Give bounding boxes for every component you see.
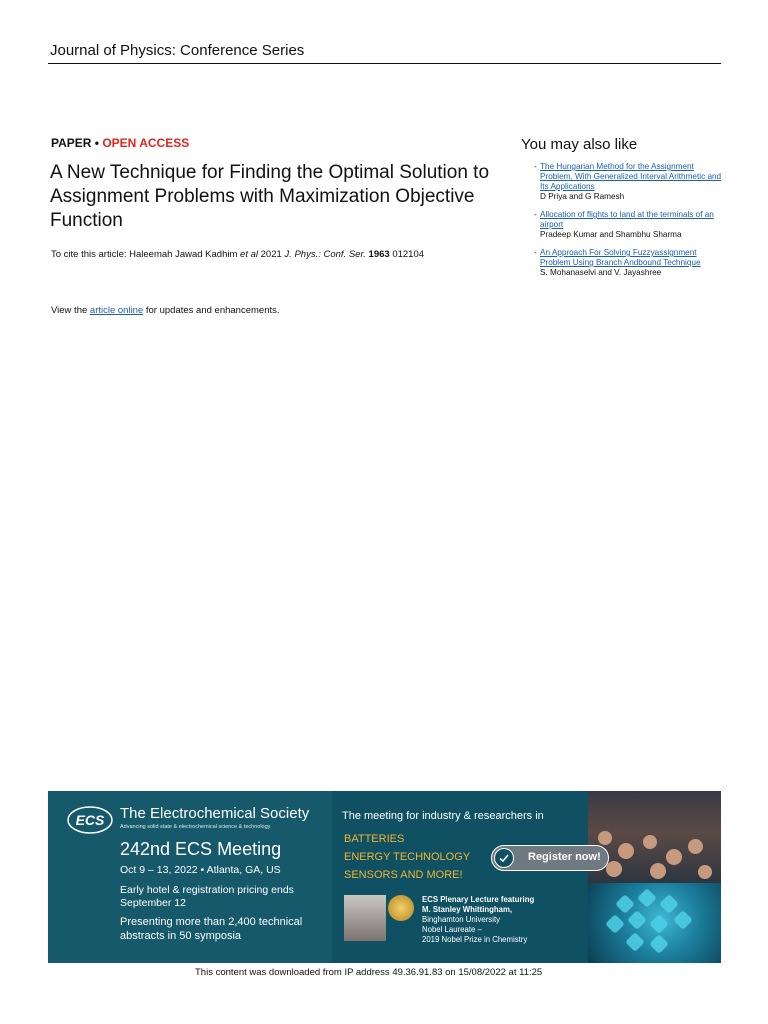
related-dash: - [534,210,537,219]
ecs-logo-text: ECS [75,812,105,828]
article-title: A New Technique for Finding the Optimal Solution to Assignment Problems with Maximization Objective Function [50,162,490,231]
download-note: This content was downloaded from IP address 49.36.91.83 on 15/08/2022 at 11:25 [195,967,543,978]
related-dash: - [534,162,537,171]
related-heading: You may also like [521,136,638,153]
paper-label: PAPER [51,136,92,150]
related-item [534,210,725,240]
cite-volume: 1963 [368,249,390,260]
lecture-speaker: M. Stanley Whittingham, [422,905,513,914]
related-title-link[interactable]: Allocation of flights to land at the terminals of an airport [540,210,714,229]
cite-prefix: To cite this article: Haleemah Jawad Kadhim [51,249,241,260]
view-after: for updates and enhancements. [143,305,280,316]
cite-et-al: et al [240,249,258,260]
register-now-button[interactable] [491,845,609,871]
society-name: The Electrochemical Society [120,805,310,822]
lecture-prize: 2019 Nobel Prize in Chemistry [422,935,528,944]
cite-article-no: 012104 [389,249,425,260]
nobel-medal-icon [388,895,414,921]
ecs-logo-icon [66,805,114,835]
technology-graphic [588,883,721,963]
plenary-lecture-info [422,895,582,945]
article-online-link[interactable]: article online [89,305,144,316]
meeting-name: 242nd ECS Meeting [120,839,282,859]
view-online-line [51,305,280,316]
related-authors: S. Mohanaselvi and V. Jayashree [540,268,662,277]
presenting-note: Presenting more than 2,400 technical abstracts in 50 symposia [120,916,303,942]
register-now-label: Register now! [528,851,601,863]
open-access-label: OPEN ACCESS [102,136,190,150]
related-dash: - [534,248,537,257]
citation-line [51,249,424,260]
meeting-for-text: The meeting for industry & researchers in [342,810,544,822]
cite-year: 2021 [258,249,285,260]
speaker-photo [344,895,386,941]
related-authors: Pradeep Kumar and Shambhu Sharma [540,230,682,239]
journal-title: Journal of Physics: Conference Series [50,42,305,59]
header-divider [48,63,721,64]
audience-photo [588,791,721,883]
related-item [534,162,725,202]
early-registration-note: Early hotel & registration pricing ends September 12 [120,884,294,909]
society-tagline: Advancing solid state & electrochemical science & technology [120,824,271,830]
view-before: View the [51,305,90,316]
topic-sensors: SENSORS AND MORE! [344,869,463,881]
related-item [534,248,725,278]
check-icon [494,848,514,868]
related-authors: D Priya and G Ramesh [540,192,625,201]
ecs-advertisement-banner[interactable] [48,791,721,963]
cite-journal: J. Phys.: Conf. Ser. [284,249,366,260]
lecture-laureate: Nobel Laureate – [422,925,482,934]
paper-type-label [51,136,189,150]
topic-batteries: BATTERIES [344,833,405,845]
lecture-title: ECS Plenary Lecture featuring [422,895,535,904]
topic-energy-technology: ENERGY TECHNOLOGY [344,851,471,863]
label-separator: • [91,136,103,150]
related-title-link[interactable]: An Approach For Solving Fuzzyassignment Problem Using Branch Andbound Technique [540,248,701,267]
related-title-link[interactable]: The Hungarian Method for the Assignment Problem, With Generalized Interval Arithmetic and Its Applications [540,162,722,191]
lecture-university: Binghamton University [422,915,501,924]
meeting-dates: Oct 9 – 13, 2022 • Atlanta, GA, US [120,864,281,876]
